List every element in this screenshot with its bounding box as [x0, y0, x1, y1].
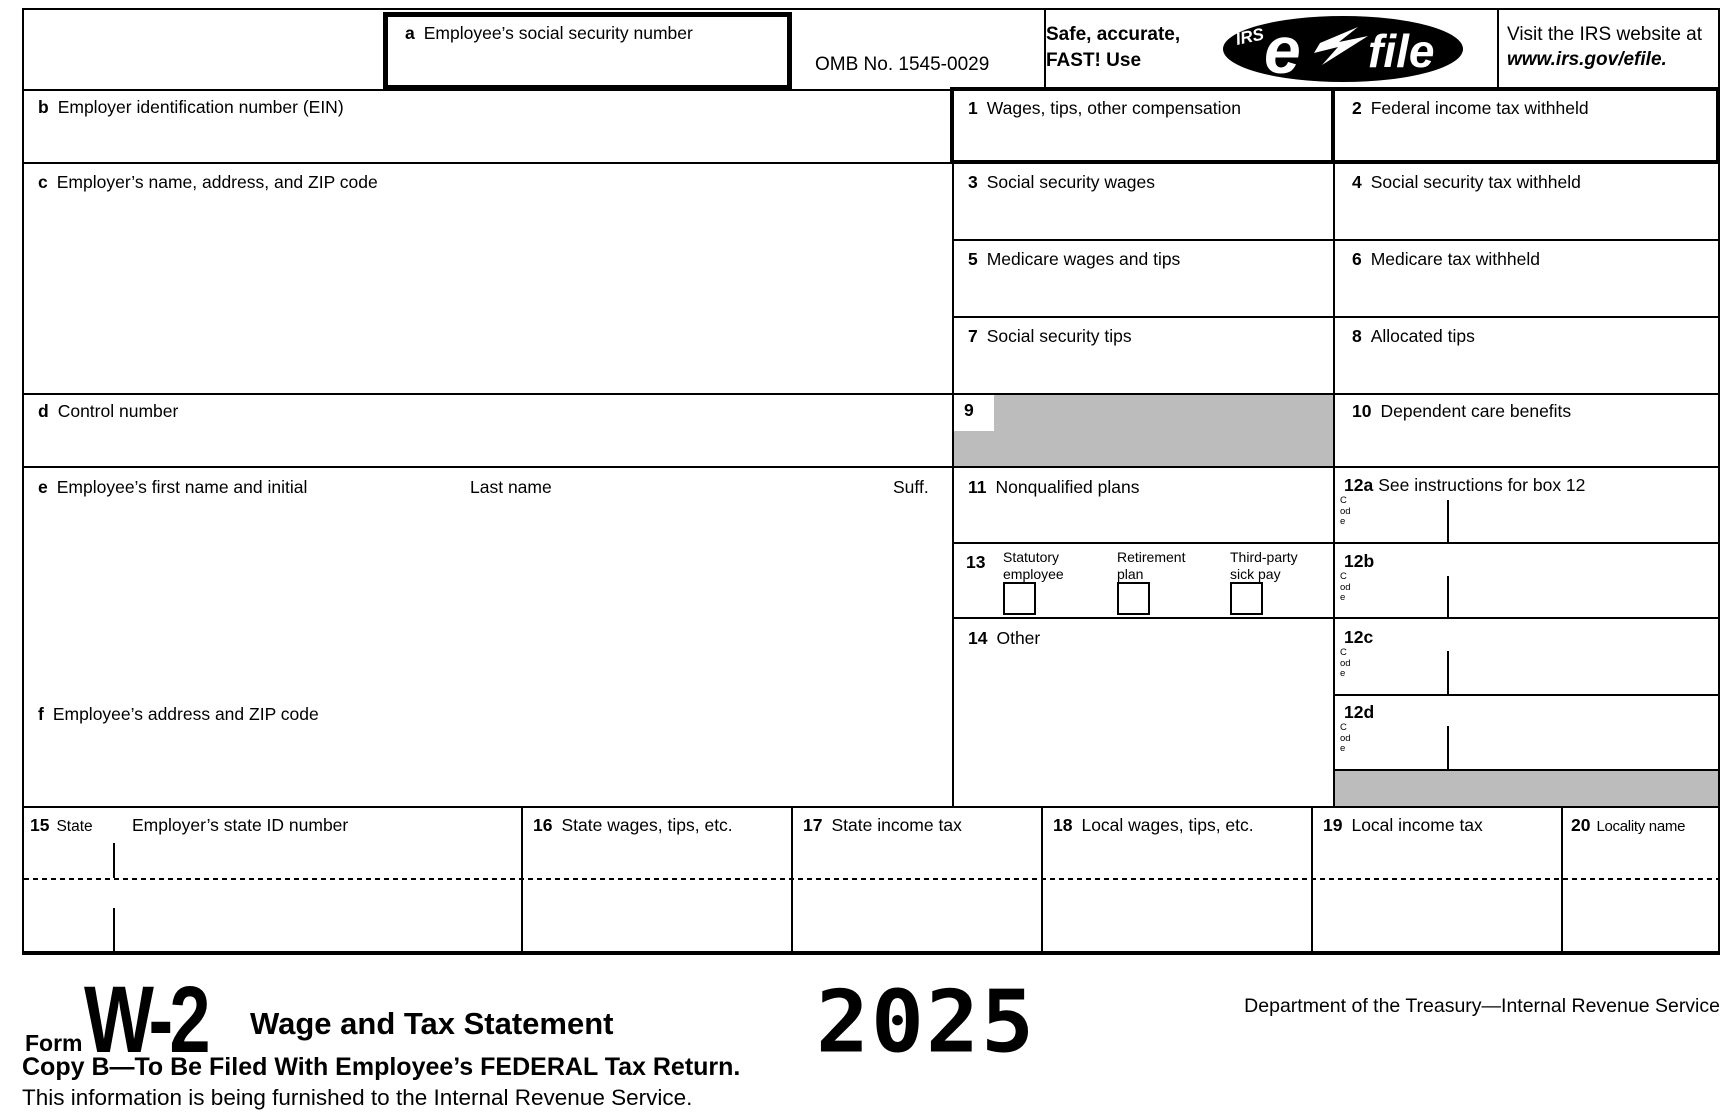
grid-line — [952, 316, 1720, 318]
irs-efile-logo — [1222, 15, 1464, 83]
box-15-state-id-label: Employer’s state ID number — [132, 815, 349, 835]
shaded-strip-below-12d — [1335, 771, 1720, 806]
checkbox-thirdparty-label-line1: Third-party — [1230, 549, 1298, 565]
box-12b-label: 12b — [1344, 551, 1375, 571]
grid-line — [952, 542, 1720, 544]
box-14-other-field[interactable] — [954, 650, 1331, 804]
grid-line — [22, 8, 1720, 10]
box-5-medicare-wages-field[interactable] — [954, 267, 1331, 314]
box-d-control-number-field[interactable] — [24, 420, 950, 464]
box-16-label: 16 State wages, tips, etc. — [533, 815, 733, 835]
box-12b-amount-field[interactable] — [1449, 576, 1718, 615]
box-6-medicare-tax-field[interactable] — [1335, 267, 1718, 314]
grid-line — [22, 393, 1720, 395]
box-7-label: 7 Social security tips — [968, 326, 1132, 346]
checkbox-retirement-label-line2: plan — [1117, 566, 1144, 582]
checkbox-retirement-label-line1: Retirement — [1117, 549, 1186, 565]
agency-line: Department of the Treasury—Internal Revenue Service — [1244, 995, 1720, 1017]
box-12a-amount-field[interactable] — [1449, 500, 1718, 540]
efile-logo-file-text: file — [1368, 25, 1435, 77]
box-a-letter: a — [405, 23, 415, 43]
box-12c-code-label: Code — [1340, 647, 1351, 679]
copy-b-line: Copy B—To Be Filed With Employee’s FEDERAL Tax Return. — [22, 1053, 741, 1081]
box-2-federal-tax-field[interactable] — [1337, 118, 1716, 160]
box-e-suffix-label: Suff. — [893, 477, 929, 497]
box-2-label: 2 Federal income tax withheld — [1352, 98, 1589, 118]
box-4-label: 4 Social security tax withheld — [1352, 172, 1581, 192]
efile-tagline-line1: Safe, accurate, — [1046, 24, 1181, 45]
checkbox-statutory-label-line1: Statutory — [1003, 549, 1060, 565]
box-14-label: 14 Other — [968, 628, 1041, 648]
form-number: W-2 — [84, 967, 207, 1073]
box-8-label: 8 Allocated tips — [1352, 326, 1475, 346]
box-d-label: d Control number — [38, 401, 179, 421]
grid-line — [1333, 769, 1720, 771]
checkbox-thirdparty-label-line2: sick pay — [1230, 566, 1281, 582]
visit-irs-line2: www.irs.gov/efile. — [1507, 49, 1667, 70]
efile-tagline-line2: FAST! Use — [1046, 50, 1142, 71]
box-b-label: b Employer identification number (EIN) — [38, 97, 344, 117]
grid-line — [22, 466, 1720, 468]
box-e-label: e Employee’s first name and initial — [38, 477, 308, 497]
box-12b-code-label: Code — [1340, 571, 1351, 603]
box-11-label: 11 Nonqualified plans — [968, 477, 1140, 497]
box-12d-amount-field[interactable] — [1449, 726, 1718, 767]
box-a-ssn-field[interactable] — [390, 40, 785, 86]
box-12d-code-label: Code — [1340, 722, 1351, 754]
box-e-last-name-label: Last name — [470, 477, 552, 497]
box-a-label: a Employee’s social security number — [405, 23, 693, 43]
box-12a-code-label: Code — [1340, 495, 1351, 527]
box-20-label: 20 Locality name — [1571, 815, 1686, 835]
box-6-label: 6 Medicare tax withheld — [1352, 249, 1540, 269]
box-c-label: c Employer’s name, address, and ZIP code — [38, 172, 378, 192]
checkbox-third-party-sick-pay[interactable] — [1230, 582, 1263, 615]
tax-year: 2025 — [816, 972, 1036, 1073]
checkbox-retirement-plan[interactable] — [1117, 582, 1150, 615]
grid-line — [952, 617, 1720, 619]
box-18-label: 18 Local wages, tips, etc. — [1053, 815, 1254, 835]
box-17-label: 17 State income tax — [803, 815, 962, 835]
box-12d-label: 12d — [1344, 702, 1375, 722]
box-15-label: 15 State — [30, 815, 93, 835]
box-f-label: f Employee’s address and ZIP code — [38, 704, 319, 724]
checkbox-statutory-employee[interactable] — [1003, 582, 1036, 615]
form-word: Form — [25, 1030, 83, 1056]
box-11-nonqualified-field[interactable] — [954, 498, 1331, 540]
box-b-ein-field[interactable] — [24, 117, 950, 160]
furnished-info-line: This information is being furnished to the Internal Revenue Service. — [22, 1085, 693, 1110]
box-10-label: 10 Dependent care benefits — [1352, 401, 1572, 421]
box-13-label: 13 — [966, 552, 986, 572]
box-9-label: 9 — [964, 400, 974, 420]
box-19-label: 19 Local income tax — [1323, 815, 1483, 835]
box-4-ss-tax-field[interactable] — [1335, 190, 1718, 237]
box-c-employer-name-address-field[interactable] — [24, 190, 950, 391]
box-3-label: 3 Social security wages — [968, 172, 1156, 192]
box-f-employee-address-field[interactable] — [24, 728, 950, 804]
box-12c-label: 12c — [1344, 627, 1374, 647]
efile-logo-irs-text: IRS — [1233, 24, 1266, 49]
grid-line — [952, 239, 1720, 241]
box-7-ss-tips-field[interactable] — [954, 344, 1331, 391]
efile-logo-e-text: e — [1264, 15, 1301, 83]
box-5-label: 5 Medicare wages and tips — [968, 249, 1181, 269]
omb-number: OMB No. 1545-0029 — [815, 54, 990, 75]
box-1-label: 1 Wages, tips, other compensation — [968, 98, 1241, 118]
box-9-shaded-area — [954, 395, 1333, 466]
box-e-employee-name-field[interactable] — [24, 498, 950, 698]
box-1-wages-field[interactable] — [956, 118, 1329, 160]
form-title: Wage and Tax Statement — [250, 1006, 614, 1041]
box-12a-label: 12a See instructions for box 12 — [1344, 475, 1586, 495]
visit-irs-line1: Visit the IRS website at — [1507, 24, 1703, 45]
box-10-dependent-care-field[interactable] — [1335, 420, 1718, 464]
box-3-ss-wages-field[interactable] — [954, 190, 1331, 237]
grid-line — [1333, 694, 1720, 696]
grid-line — [1497, 8, 1499, 89]
box-8-allocated-tips-field[interactable] — [1335, 344, 1718, 391]
box-12c-amount-field[interactable] — [1449, 651, 1718, 692]
checkbox-statutory-label-line2: employee — [1003, 566, 1064, 582]
